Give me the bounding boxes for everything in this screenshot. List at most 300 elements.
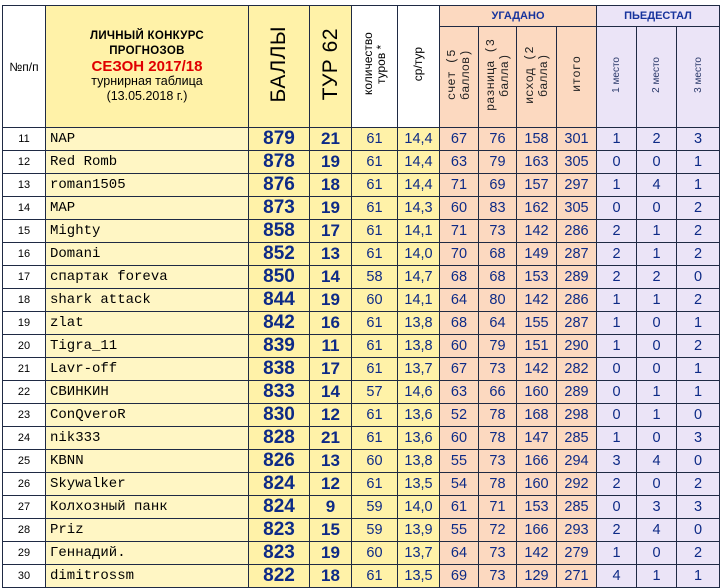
row-number: 29	[3, 542, 46, 565]
guessed-total: 289	[557, 266, 597, 289]
guessed-diff: 68	[479, 243, 517, 266]
guessed-diff: 71	[479, 496, 517, 519]
header-diff: разница (3 балла)	[479, 27, 517, 128]
player-name: dimitrossm	[46, 565, 249, 588]
place2-count: 1	[637, 220, 677, 243]
guessed-score: 64	[440, 289, 479, 312]
guessed-total: 271	[557, 565, 597, 588]
subtitle: турнирная таблица	[91, 74, 203, 88]
tour-points: 17	[310, 220, 352, 243]
table-row	[3, 404, 720, 427]
tour-points: 15	[310, 519, 352, 542]
guessed-diff: 73	[479, 220, 517, 243]
points: 823	[249, 519, 310, 542]
place2-count: 0	[637, 473, 677, 496]
tour-points: 21	[310, 427, 352, 450]
table-row	[3, 542, 720, 565]
place1-count: 2	[597, 473, 637, 496]
row-number: 19	[3, 312, 46, 335]
tour-points: 9	[310, 496, 352, 519]
place1-count: 1	[597, 289, 637, 312]
player-name: Skywalker	[46, 473, 249, 496]
row-number: 21	[3, 358, 46, 381]
guessed-diff: 83	[479, 197, 517, 220]
guessed-outcome: 155	[517, 312, 557, 335]
guessed-outcome: 149	[517, 243, 557, 266]
avg-per-tour: 14,4	[398, 151, 440, 174]
table-row	[3, 220, 720, 243]
guessed-outcome: 142	[517, 289, 557, 312]
place3-count: 2	[677, 542, 720, 565]
place2-count: 2	[637, 128, 677, 151]
place1-count: 1	[597, 174, 637, 197]
guessed-diff: 64	[479, 312, 517, 335]
guessed-score: 67	[440, 358, 479, 381]
tours-count: 59	[352, 496, 398, 519]
guessed-score: 69	[440, 565, 479, 588]
place1-count: 0	[597, 197, 637, 220]
avg-per-tour: 13,6	[398, 404, 440, 427]
tours-count: 61	[352, 151, 398, 174]
place1-count: 4	[597, 565, 637, 588]
place3-count: 2	[677, 220, 720, 243]
points: 878	[249, 151, 310, 174]
place3-count: 0	[677, 266, 720, 289]
avg-per-tour: 13,8	[398, 312, 440, 335]
tour-points: 19	[310, 151, 352, 174]
points: 826	[249, 450, 310, 473]
row-number: 22	[3, 381, 46, 404]
place1-count: 1	[597, 312, 637, 335]
tour-points: 12	[310, 404, 352, 427]
guessed-group-header: УГАДАНО	[440, 6, 597, 27]
guessed-diff: 76	[479, 128, 517, 151]
guessed-outcome: 160	[517, 473, 557, 496]
guessed-score: 71	[440, 220, 479, 243]
place3-count: 3	[677, 496, 720, 519]
table-row	[3, 496, 720, 519]
place2-count: 3	[637, 496, 677, 519]
guessed-outcome: 147	[517, 427, 557, 450]
place2-count: 1	[637, 243, 677, 266]
guessed-diff: 78	[479, 427, 517, 450]
place1-count: 2	[597, 266, 637, 289]
place3-count: 1	[677, 151, 720, 174]
place1-count: 2	[597, 519, 637, 542]
guessed-score: 55	[440, 450, 479, 473]
tours-count: 61	[352, 243, 398, 266]
table-row	[3, 565, 720, 588]
points: 850	[249, 266, 310, 289]
header-place2: 2 место	[637, 27, 677, 128]
avg-per-tour: 14,7	[398, 266, 440, 289]
guessed-diff: 79	[479, 151, 517, 174]
header-points: БАЛЛЫ	[249, 6, 310, 128]
guessed-diff: 78	[479, 404, 517, 427]
table-row	[3, 312, 720, 335]
tours-count: 60	[352, 289, 398, 312]
guessed-total: 297	[557, 174, 597, 197]
place1-count: 2	[597, 243, 637, 266]
points: 842	[249, 312, 310, 335]
place1-count: 0	[597, 358, 637, 381]
guessed-total: 293	[557, 519, 597, 542]
avg-per-tour: 14,0	[398, 496, 440, 519]
avg-per-tour: 13,5	[398, 473, 440, 496]
guessed-total: 305	[557, 151, 597, 174]
guessed-total: 298	[557, 404, 597, 427]
row-number: 20	[3, 335, 46, 358]
place3-count: 2	[677, 335, 720, 358]
guessed-diff: 73	[479, 565, 517, 588]
place2-count: 2	[637, 266, 677, 289]
guessed-outcome: 129	[517, 565, 557, 588]
place2-count: 0	[637, 312, 677, 335]
place1-count: 1	[597, 128, 637, 151]
tours-count: 61	[352, 312, 398, 335]
row-number: 24	[3, 427, 46, 450]
guessed-total: 301	[557, 128, 597, 151]
header-total: итого	[557, 27, 597, 128]
player-name: спартак foreva	[46, 266, 249, 289]
header-place1: 1 место	[597, 27, 637, 128]
guessed-diff: 79	[479, 335, 517, 358]
place2-count: 4	[637, 519, 677, 542]
place2-count: 0	[637, 358, 677, 381]
place2-count: 0	[637, 427, 677, 450]
header-num: №п/п	[3, 6, 46, 128]
guessed-total: 285	[557, 496, 597, 519]
row-number: 23	[3, 404, 46, 427]
avg-per-tour: 13,8	[398, 450, 440, 473]
header-place3: 3 место	[677, 27, 720, 128]
tours-count: 59	[352, 519, 398, 542]
player-name: Domani	[46, 243, 249, 266]
player-name: Red Romb	[46, 151, 249, 174]
place1-count: 3	[597, 450, 637, 473]
title-line1: ЛИЧНЫЙ КОНКУРС	[89, 30, 205, 42]
player-name: KBNN	[46, 450, 249, 473]
row-number: 15	[3, 220, 46, 243]
avg-per-tour: 13,7	[398, 358, 440, 381]
guessed-score: 68	[440, 312, 479, 335]
title-line2: ПРОГНОЗОВ	[109, 45, 185, 57]
table-row	[3, 358, 720, 381]
place3-count: 3	[677, 427, 720, 450]
guessed-diff: 80	[479, 289, 517, 312]
tour-points: 19	[310, 289, 352, 312]
points: 833	[249, 381, 310, 404]
table-row	[3, 473, 720, 496]
place1-count: 0	[597, 151, 637, 174]
player-name: zlat	[46, 312, 249, 335]
tours-count: 61	[352, 427, 398, 450]
points: 844	[249, 289, 310, 312]
tours-count: 61	[352, 358, 398, 381]
podium-group-header: ПЬЕДЕСТАЛ	[597, 6, 720, 27]
guessed-score: 67	[440, 128, 479, 151]
place3-count: 2	[677, 473, 720, 496]
place3-count: 0	[677, 450, 720, 473]
avg-per-tour: 14,0	[398, 243, 440, 266]
tour-points: 14	[310, 381, 352, 404]
tour-points: 14	[310, 266, 352, 289]
guessed-outcome: 153	[517, 266, 557, 289]
table-row	[3, 151, 720, 174]
table-row	[3, 266, 720, 289]
place2-count: 4	[637, 174, 677, 197]
points: 838	[249, 358, 310, 381]
guessed-total: 287	[557, 312, 597, 335]
place1-count: 2	[597, 220, 637, 243]
player-name: Lavr-off	[46, 358, 249, 381]
place3-count: 1	[677, 358, 720, 381]
guessed-diff: 69	[479, 174, 517, 197]
row-number: 12	[3, 151, 46, 174]
row-number: 25	[3, 450, 46, 473]
place2-count: 0	[637, 151, 677, 174]
guessed-diff: 73	[479, 542, 517, 565]
tours-count: 61	[352, 473, 398, 496]
tour-points: 19	[310, 197, 352, 220]
guessed-score: 63	[440, 381, 479, 404]
row-number: 13	[3, 174, 46, 197]
place1-count: 1	[597, 427, 637, 450]
tours-count: 61	[352, 404, 398, 427]
row-number: 27	[3, 496, 46, 519]
place2-count: 0	[637, 197, 677, 220]
guessed-diff: 73	[479, 358, 517, 381]
player-name: NAP	[46, 128, 249, 151]
tours-count: 61	[352, 335, 398, 358]
tour-points: 17	[310, 358, 352, 381]
place1-count: 1	[597, 542, 637, 565]
place3-count: 1	[677, 565, 720, 588]
header-tours-count: количество туров *	[352, 6, 398, 128]
guessed-total: 292	[557, 473, 597, 496]
tour-points: 19	[310, 542, 352, 565]
place3-count: 2	[677, 289, 720, 312]
header-avg: ср/тур	[398, 6, 440, 128]
guessed-outcome: 142	[517, 220, 557, 243]
table-date: (13.05.2018 г.)	[106, 89, 188, 103]
points: 879	[249, 128, 310, 151]
tour-points: 18	[310, 174, 352, 197]
guessed-total: 290	[557, 335, 597, 358]
place1-count: 0	[597, 404, 637, 427]
guessed-outcome: 151	[517, 335, 557, 358]
avg-per-tour: 14,1	[398, 220, 440, 243]
title-block	[46, 6, 249, 128]
place1-count: 0	[597, 381, 637, 404]
avg-per-tour: 13,6	[398, 427, 440, 450]
player-name: Mighty	[46, 220, 249, 243]
avg-per-tour: 14,4	[398, 174, 440, 197]
guessed-total: 294	[557, 450, 597, 473]
row-number: 17	[3, 266, 46, 289]
tour-points: 13	[310, 450, 352, 473]
tours-count: 61	[352, 174, 398, 197]
points: 828	[249, 427, 310, 450]
player-name: Priz	[46, 519, 249, 542]
row-number: 26	[3, 473, 46, 496]
header-score: счет (5 баллов)	[440, 27, 479, 128]
guessed-score: 55	[440, 519, 479, 542]
place2-count: 1	[637, 381, 677, 404]
guessed-diff: 72	[479, 519, 517, 542]
avg-per-tour: 14,1	[398, 289, 440, 312]
guessed-diff: 73	[479, 450, 517, 473]
tour-points: 12	[310, 473, 352, 496]
standings-table	[2, 5, 720, 588]
guessed-total: 305	[557, 197, 597, 220]
guessed-score: 52	[440, 404, 479, 427]
tours-count: 61	[352, 128, 398, 151]
row-number: 14	[3, 197, 46, 220]
place3-count: 0	[677, 404, 720, 427]
guessed-score: 61	[440, 496, 479, 519]
guessed-outcome: 142	[517, 358, 557, 381]
avg-per-tour: 13,8	[398, 335, 440, 358]
place2-count: 1	[637, 404, 677, 427]
place1-count: 1	[597, 335, 637, 358]
points: 822	[249, 565, 310, 588]
tour-points: 13	[310, 243, 352, 266]
table-row	[3, 289, 720, 312]
tour-points: 16	[310, 312, 352, 335]
guessed-outcome: 168	[517, 404, 557, 427]
place2-count: 1	[637, 565, 677, 588]
tours-count: 60	[352, 450, 398, 473]
points: 873	[249, 197, 310, 220]
place3-count: 1	[677, 312, 720, 335]
guessed-total: 286	[557, 220, 597, 243]
guessed-outcome: 160	[517, 381, 557, 404]
tours-count: 60	[352, 542, 398, 565]
tours-count: 58	[352, 266, 398, 289]
guessed-score: 60	[440, 427, 479, 450]
guessed-score: 60	[440, 197, 479, 220]
guessed-diff: 66	[479, 381, 517, 404]
points: 823	[249, 542, 310, 565]
table-row	[3, 128, 720, 151]
player-name: Tigra_11	[46, 335, 249, 358]
points: 858	[249, 220, 310, 243]
points: 876	[249, 174, 310, 197]
tour-points: 21	[310, 128, 352, 151]
guessed-score: 63	[440, 151, 479, 174]
row-number: 30	[3, 565, 46, 588]
tours-count: 57	[352, 381, 398, 404]
table-row	[3, 197, 720, 220]
guessed-total: 285	[557, 427, 597, 450]
table-row	[3, 450, 720, 473]
season-title: СЕЗОН 2017/18	[91, 58, 203, 75]
guessed-outcome: 162	[517, 197, 557, 220]
row-number: 16	[3, 243, 46, 266]
player-name: Геннадий.	[46, 542, 249, 565]
guessed-outcome: 163	[517, 151, 557, 174]
guessed-outcome: 142	[517, 542, 557, 565]
place3-count: 0	[677, 519, 720, 542]
guessed-outcome: 158	[517, 128, 557, 151]
guessed-outcome: 166	[517, 450, 557, 473]
guessed-score: 68	[440, 266, 479, 289]
avg-per-tour: 14,6	[398, 381, 440, 404]
table-row	[3, 335, 720, 358]
place2-count: 0	[637, 335, 677, 358]
guessed-outcome: 166	[517, 519, 557, 542]
player-name: roman1505	[46, 174, 249, 197]
guessed-diff: 78	[479, 473, 517, 496]
avg-per-tour: 13,7	[398, 542, 440, 565]
guessed-total: 279	[557, 542, 597, 565]
player-name: shark attack	[46, 289, 249, 312]
guessed-total: 286	[557, 289, 597, 312]
points: 830	[249, 404, 310, 427]
place3-count: 2	[677, 197, 720, 220]
place3-count: 3	[677, 128, 720, 151]
tour-points: 11	[310, 335, 352, 358]
table-row	[3, 519, 720, 542]
guessed-score: 70	[440, 243, 479, 266]
row-number: 18	[3, 289, 46, 312]
guessed-score: 64	[440, 542, 479, 565]
player-name: MAP	[46, 197, 249, 220]
guessed-score: 60	[440, 335, 479, 358]
row-number: 11	[3, 128, 46, 151]
player-name: nik333	[46, 427, 249, 450]
tours-count: 61	[352, 220, 398, 243]
guessed-outcome: 157	[517, 174, 557, 197]
guessed-outcome: 153	[517, 496, 557, 519]
avg-per-tour: 13,9	[398, 519, 440, 542]
header-tour: ТУР 62	[310, 6, 352, 128]
place3-count: 1	[677, 381, 720, 404]
guessed-score: 54	[440, 473, 479, 496]
avg-per-tour: 14,3	[398, 197, 440, 220]
player-name: ConQveroR	[46, 404, 249, 427]
guessed-total: 289	[557, 381, 597, 404]
points: 824	[249, 473, 310, 496]
place3-count: 2	[677, 243, 720, 266]
place2-count: 4	[637, 450, 677, 473]
table-row	[3, 174, 720, 197]
tour-points: 18	[310, 565, 352, 588]
player-name: Колхозный панк	[46, 496, 249, 519]
avg-per-tour: 13,5	[398, 565, 440, 588]
points: 839	[249, 335, 310, 358]
header-outcome: исход (2 балла)	[517, 27, 557, 128]
guessed-score: 71	[440, 174, 479, 197]
guessed-diff: 68	[479, 266, 517, 289]
tours-count: 61	[352, 197, 398, 220]
place2-count: 1	[637, 289, 677, 312]
table-row	[3, 243, 720, 266]
avg-per-tour: 14,4	[398, 128, 440, 151]
guessed-total: 282	[557, 358, 597, 381]
guessed-total: 287	[557, 243, 597, 266]
place2-count: 0	[637, 542, 677, 565]
points: 852	[249, 243, 310, 266]
row-number: 28	[3, 519, 46, 542]
player-name: СВИНКИН	[46, 381, 249, 404]
standings-rows	[3, 128, 720, 588]
place1-count: 0	[597, 496, 637, 519]
table-row	[3, 381, 720, 404]
table-row	[3, 427, 720, 450]
points: 824	[249, 496, 310, 519]
